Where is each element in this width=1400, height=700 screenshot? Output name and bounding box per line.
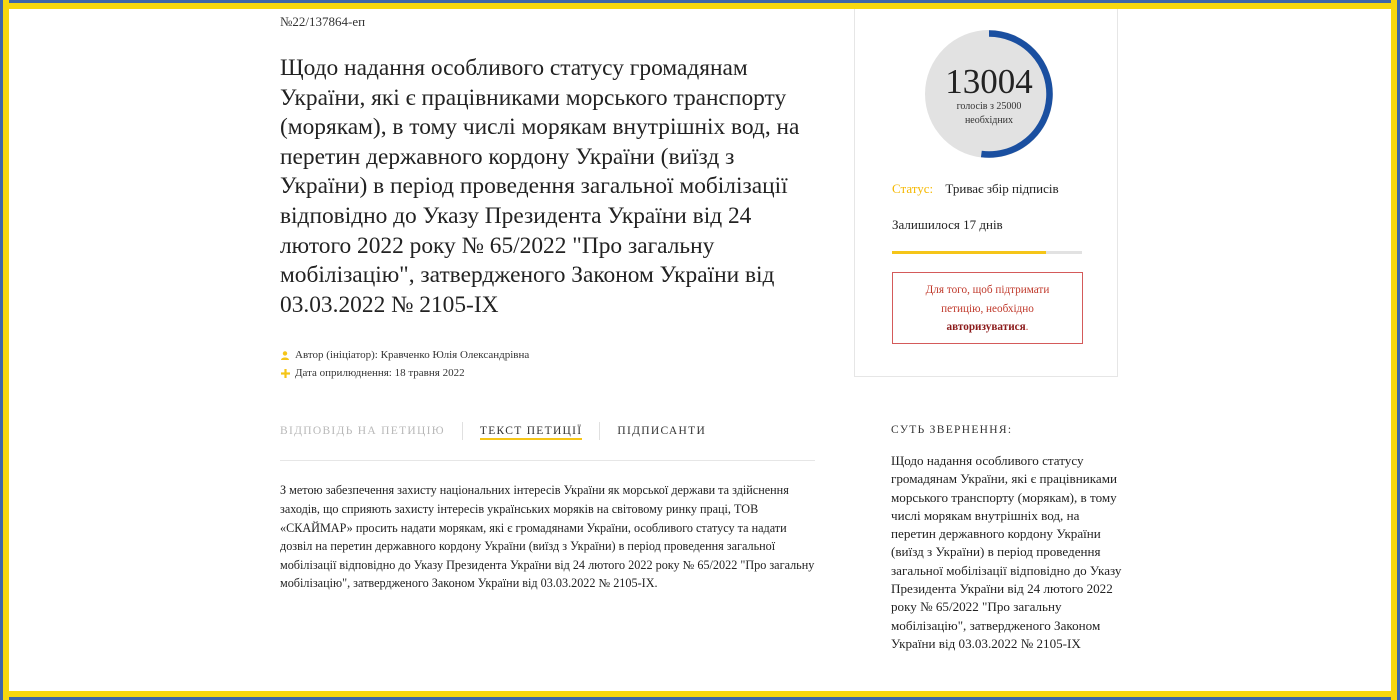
frame-bottom-border <box>0 691 1400 700</box>
vote-caption-line-2: необхідних <box>964 115 1014 126</box>
time-progress-bar <box>892 251 1082 254</box>
vote-count-block <box>925 30 1053 158</box>
published-date-label: Дата оприлюднення: 18 травня 2022 <box>295 367 465 380</box>
petition-meta <box>280 346 815 382</box>
tab-signers[interactable]: ПІДПИСАНТИ <box>617 425 707 438</box>
tab-divider <box>599 422 600 440</box>
tab-divider <box>462 422 463 440</box>
tab-petition-text[interactable]: ТЕКСТ ПЕТИЦІЇ <box>480 422 583 440</box>
petition-summary <box>891 424 1123 653</box>
time-progress-fill <box>892 251 1046 254</box>
authorize-link[interactable]: авторизуватися <box>946 321 1026 333</box>
auth-notice <box>892 272 1083 344</box>
petition-tabs <box>280 422 815 461</box>
status-row <box>892 181 1059 197</box>
petition-main <box>280 12 815 593</box>
petition-title: Щодо надання особливого статусу громадянам України, які є працівниками морського транспорту (морякам), в тому числі морякам внутрішніх вод, на перетин державного кордону України (виїзд з України) в період проведення загальної мобілізації відповідно до Указу Президента України від 24 лютого 2022 року № 65/2022 "Про загальну мобілізацію", затвердженого Законом України від 03.03.2022 № 2105-IX <box>280 55 800 318</box>
summary-heading: СУТЬ ЗВЕРНЕННЯ: <box>891 424 1013 436</box>
person-icon <box>280 351 290 360</box>
auth-notice-line-1: Для того, щоб підтримати <box>925 284 1050 296</box>
frame-top-border <box>0 0 1400 9</box>
auth-notice-line-3 <box>893 318 1082 337</box>
summary-text: Щодо надання особливого статусу громадянам України, які є працівниками морського транспорту (морякам), в тому числі морякам внутрішніх вод, на перетин державного кордону України (виїзд з України) в період проведення загальної мобілізації відповідно до Указу Президента України від 24 лютого 2022 року № 65/2022 "Про загальну мобілізацію", затвердженого Законом України від 03.03.2022 № 2105-IX <box>891 453 1122 651</box>
author-label: Автор (ініціатор): Кравченко Юлія Олександрівна <box>295 349 530 362</box>
author-row <box>280 346 815 364</box>
frame-right-border <box>1391 0 1400 700</box>
vote-status-card <box>854 9 1118 377</box>
days-remaining: Залишилося 17 днів <box>892 217 1003 232</box>
plus-icon <box>280 369 290 378</box>
status-label: Статус: <box>892 181 934 196</box>
auth-notice-line-2: петицію, необхідно <box>941 302 1034 315</box>
tab-answer[interactable]: ВІДПОВІДЬ НА ПЕТИЦІЮ <box>280 425 445 438</box>
auth-suffix: . <box>1025 321 1029 333</box>
vote-caption-line-1: голосів з 25000 <box>956 101 1022 112</box>
petition-body-text: З метою забезпечення захисту національних інтересів України як морської держави та здійснення заходів, що сприяють захисту інтересів українських моряків на світовому ринку праці, ТОВ «СКАЙМАР» просить надати морякам, які є громадянами України, особливого статусу та надати дозвіл на перетин державного кордону України (виїзд з України) в період проведення загальної мобілізації відповідно до Указу Президента України від 24 лютого 2022 року № 65/2022 "Про загальну мобілізацію", затвердженого Законом України від 03.03.2022 № 2105-IX. <box>280 483 815 591</box>
vote-caption <box>925 100 1053 128</box>
vote-count: 13004 <box>945 62 1033 101</box>
frame-left-border <box>0 0 9 700</box>
petition-number: №22/137864-еп <box>280 14 366 29</box>
status-value: Триває збір підписів <box>945 181 1059 196</box>
published-row <box>280 364 815 382</box>
